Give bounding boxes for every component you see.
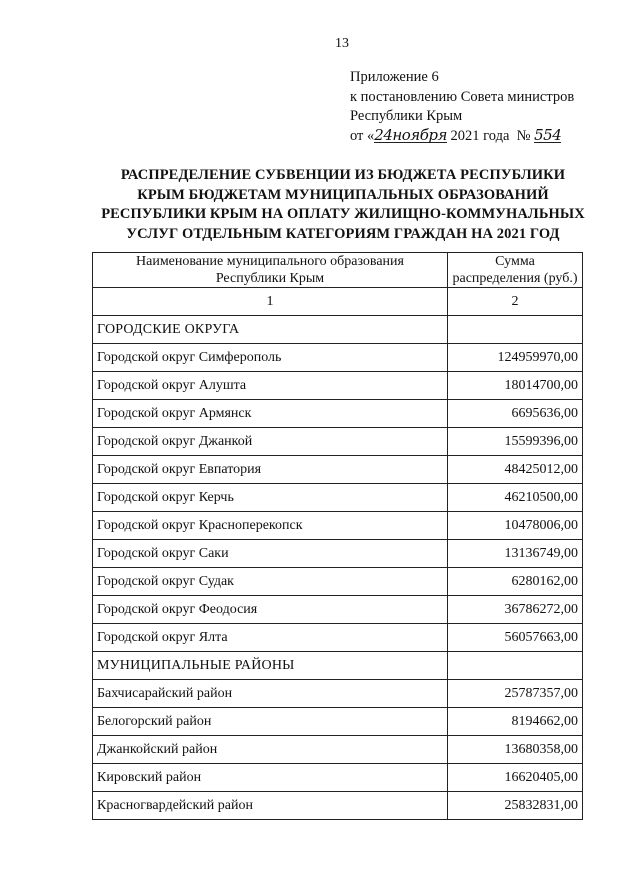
column-header-amount-line2: распределения (руб.): [452, 271, 578, 286]
appendix-block: [350, 68, 574, 146]
column-header-name-line1: Наименование муниципального образования: [136, 254, 404, 269]
table-row: [93, 680, 583, 708]
title-line-4: УСЛУГ ОТДЕЛЬНЫМ КАТЕГОРИЯМ ГРАЖДАН НА 2021 ГОД: [126, 225, 560, 242]
municipality-name: Городской округ Алушта: [93, 372, 448, 400]
municipality-name: Городской округ Евпатория: [93, 456, 448, 484]
distribution-amount: [448, 652, 583, 680]
table-row: [93, 596, 583, 624]
section-title: ГОРОДСКИЕ ОКРУГА: [93, 316, 448, 344]
municipality-name: Кировский район: [93, 764, 448, 792]
table-header-row: [93, 253, 583, 288]
table-row: [93, 428, 583, 456]
table-row: [93, 400, 583, 428]
number-sign: №: [516, 127, 531, 144]
distribution-amount: 25787357,00: [448, 680, 583, 708]
table-row: [93, 540, 583, 568]
table-row: [93, 708, 583, 736]
column-header-name: [93, 253, 448, 288]
table-row: [93, 624, 583, 652]
table-row: [93, 344, 583, 372]
municipality-name: Городской округ Симферополь: [93, 344, 448, 372]
municipality-name: Городской округ Феодосия: [93, 596, 448, 624]
table-row: [93, 792, 583, 820]
table-row: [93, 568, 583, 596]
table-body: [93, 316, 583, 820]
distribution-amount: 124959970,00: [448, 344, 583, 372]
section-row: [93, 316, 583, 344]
distribution-amount: 56057663,00: [448, 624, 583, 652]
column-header-amount: [448, 253, 583, 288]
distribution-table: [92, 252, 583, 820]
page-number: 13: [335, 36, 349, 51]
appendix-republic: Республики Крым: [350, 108, 463, 124]
handwritten-number: 554: [534, 125, 562, 144]
table-row: [93, 764, 583, 792]
column-number-2: 2: [448, 288, 583, 316]
title-line-2: КРЫМ БЮДЖЕТАМ МУНИЦИПАЛЬНЫХ ОБРАЗОВАНИЙ: [137, 186, 549, 203]
column-header-name-line2: Республики Крым: [215, 271, 325, 286]
municipality-name: Белогорский район: [93, 708, 448, 736]
table-row: [93, 736, 583, 764]
municipality-name: Бахчисарайский район: [93, 680, 448, 708]
distribution-amount: 46210500,00: [448, 484, 583, 512]
table-row: [93, 512, 583, 540]
municipality-name: Городской округ Судак: [93, 568, 448, 596]
column-header-amount-line1: Сумма: [495, 254, 535, 269]
distribution-amount: 13680358,00: [448, 736, 583, 764]
distribution-amount: 48425012,00: [448, 456, 583, 484]
appendix-date-line: [350, 127, 574, 147]
municipality-name: Городской округ Керчь: [93, 484, 448, 512]
table-row: [93, 372, 583, 400]
municipality-name: Джанкойский район: [93, 736, 448, 764]
municipality-name: Городской округ Армянск: [93, 400, 448, 428]
distribution-amount: [448, 316, 583, 344]
document-title: [86, 166, 600, 244]
table-row: [93, 484, 583, 512]
distribution-amount: 25832831,00: [448, 792, 583, 820]
handwritten-date: 24ноября: [374, 125, 447, 144]
distribution-amount: 10478006,00: [448, 512, 583, 540]
municipality-name: Городской округ Джанкой: [93, 428, 448, 456]
date-suffix: 2021 года: [446, 127, 510, 144]
column-number-1: 1: [93, 288, 448, 316]
column-number-row: [93, 288, 583, 316]
municipality-name: Городской округ Красноперекопск: [93, 512, 448, 540]
distribution-amount: 8194662,00: [448, 708, 583, 736]
title-line-1: РАСПРЕДЕЛЕНИЕ СУБВЕНЦИИ ИЗ БЮДЖЕТА РЕСПУБЛИКИ: [120, 167, 566, 183]
title-line-3: РЕСПУБЛИКИ КРЫМ НА ОПЛАТУ ЖИЛИЩНО-КОММУНАЛЬНЫХ: [101, 206, 585, 222]
municipality-name: Городской округ Ялта: [93, 624, 448, 652]
appendix-title: Приложение 6: [350, 69, 439, 85]
distribution-amount: 18014700,00: [448, 372, 583, 400]
section-row: [93, 652, 583, 680]
section-title: МУНИЦИПАЛЬНЫЕ РАЙОНЫ: [93, 652, 448, 680]
appendix-resolution-ref: к постановлению Совета министров: [350, 88, 575, 105]
distribution-amount: 13136749,00: [448, 540, 583, 568]
distribution-amount: 36786272,00: [448, 596, 583, 624]
distribution-amount: 6280162,00: [448, 568, 583, 596]
distribution-amount: 16620405,00: [448, 764, 583, 792]
distribution-amount: 15599396,00: [448, 428, 583, 456]
date-prefix: от «: [350, 127, 375, 144]
municipality-name: Красногвардейский район: [93, 792, 448, 820]
municipality-name: Городской округ Саки: [93, 540, 448, 568]
table-row: [93, 456, 583, 484]
distribution-amount: 6695636,00: [448, 400, 583, 428]
